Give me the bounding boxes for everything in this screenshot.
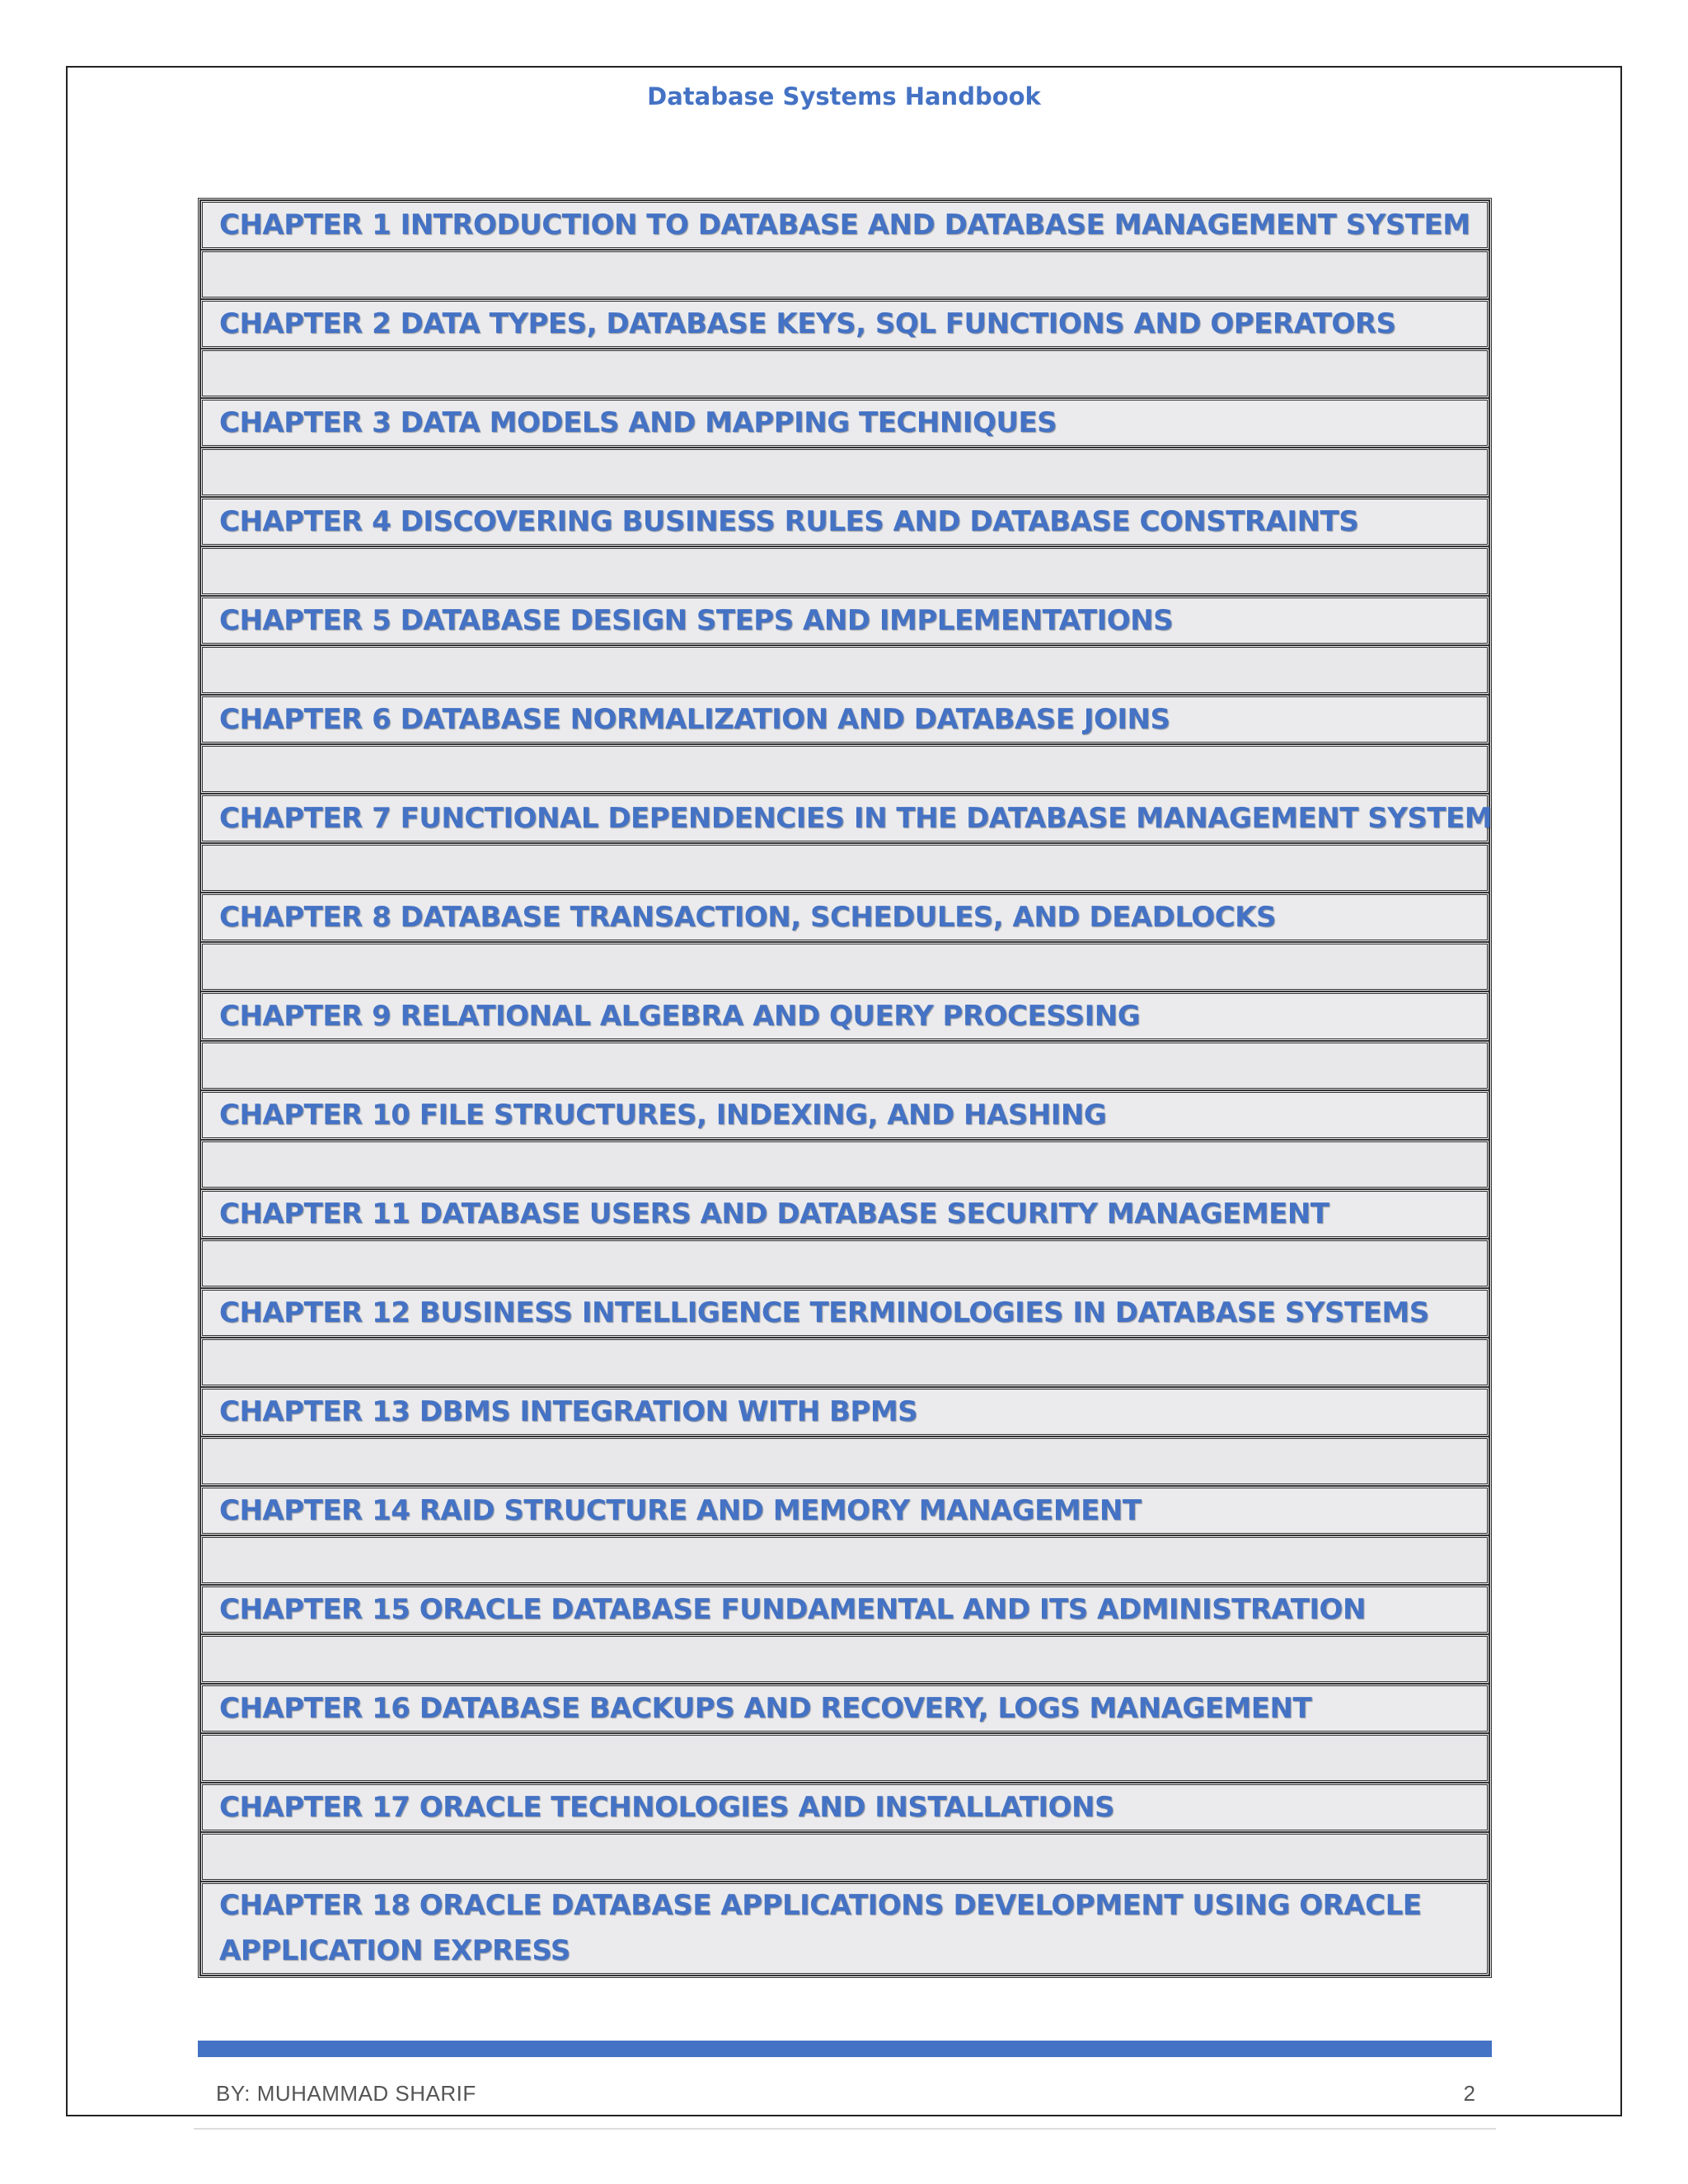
bottom-divider xyxy=(194,2128,1496,2130)
footer-author: BY: MUHAMMAD SHARIF xyxy=(216,2081,476,2106)
toc-chapter-3[interactable]: CHAPTER 3 DATA MODELS AND MAPPING TECHNIQUES xyxy=(200,398,1489,448)
toc-spacer-row xyxy=(200,448,1489,497)
toc-chapter-13[interactable]: CHAPTER 13 DBMS INTEGRATION WITH BPMS xyxy=(200,1387,1489,1436)
toc-chapter-17[interactable]: CHAPTER 17 ORACLE TECHNOLOGIES AND INSTALLATIONS xyxy=(200,1783,1489,1832)
toc-chapter-8[interactable]: CHAPTER 8 DATABASE TRANSACTION, SCHEDULES, AND DEADLOCKS xyxy=(200,893,1489,942)
toc-spacer-row xyxy=(200,645,1489,695)
toc-chapter-10[interactable]: CHAPTER 10 FILE STRUCTURES, INDEXING, AND HASHING xyxy=(200,1090,1489,1140)
toc-chapter-15[interactable]: CHAPTER 15 ORACLE DATABASE FUNDAMENTAL AND ITS ADMINISTRATION xyxy=(200,1585,1489,1634)
toc-spacer-row xyxy=(200,1338,1489,1387)
page-number: 2 xyxy=(1463,2081,1475,2106)
toc-spacer-row xyxy=(200,1832,1489,1882)
toc-chapter-18[interactable]: CHAPTER 18 ORACLE DATABASE APPLICATIONS DEVELOPMENT USING ORACLE APPLICATION EXPRESS xyxy=(200,1882,1489,1975)
toc-chapter-6[interactable]: CHAPTER 6 DATABASE NORMALIZATION AND DATABASE JOINS xyxy=(200,695,1489,744)
toc-chapter-5[interactable]: CHAPTER 5 DATABASE DESIGN STEPS AND IMPLEMENTATIONS xyxy=(200,596,1489,645)
toc-chapter-7[interactable]: CHAPTER 7 FUNCTIONAL DEPENDENCIES IN THE DATABASE MANAGEMENT SYSTEM xyxy=(200,794,1489,843)
footer-accent-bar xyxy=(198,2041,1492,2057)
toc-spacer-row xyxy=(200,843,1489,893)
toc-spacer-row xyxy=(200,1436,1489,1486)
toc-spacer-row xyxy=(200,1634,1489,1684)
toc-spacer-row xyxy=(200,1041,1489,1090)
toc-spacer-row xyxy=(200,349,1489,398)
toc-chapter-1[interactable]: CHAPTER 1 INTRODUCTION TO DATABASE AND DATABASE MANAGEMENT SYSTEM xyxy=(200,200,1489,250)
toc-spacer-row xyxy=(200,1535,1489,1585)
toc-spacer-row xyxy=(200,1140,1489,1189)
toc-spacer-row xyxy=(200,942,1489,991)
toc-spacer-row xyxy=(200,1239,1489,1288)
toc-chapter-11[interactable]: CHAPTER 11 DATABASE USERS AND DATABASE SECURITY MANAGEMENT xyxy=(200,1189,1489,1239)
toc-chapter-4[interactable]: CHAPTER 4 DISCOVERING BUSINESS RULES AND DATABASE CONSTRAINTS xyxy=(200,497,1489,546)
toc-spacer-row xyxy=(200,250,1489,299)
table-of-contents xyxy=(198,198,1492,1978)
running-header: Database Systems Handbook xyxy=(647,82,1041,110)
toc-chapter-16[interactable]: CHAPTER 16 DATABASE BACKUPS AND RECOVERY, LOGS MANAGEMENT xyxy=(200,1684,1489,1733)
toc-spacer-row xyxy=(200,546,1489,596)
toc-chapter-12[interactable]: CHAPTER 12 BUSINESS INTELLIGENCE TERMINOLOGIES IN DATABASE SYSTEMS xyxy=(200,1288,1489,1338)
toc-chapter-14[interactable]: CHAPTER 14 RAID STRUCTURE AND MEMORY MANAGEMENT xyxy=(200,1486,1489,1535)
toc-spacer-row xyxy=(200,744,1489,794)
toc-chapter-2[interactable]: CHAPTER 2 DATA TYPES, DATABASE KEYS, SQL FUNCTIONS AND OPERATORS xyxy=(200,299,1489,349)
toc-spacer-row xyxy=(200,1733,1489,1783)
toc-chapter-9[interactable]: CHAPTER 9 RELATIONAL ALGEBRA AND QUERY PROCESSING xyxy=(200,991,1489,1041)
